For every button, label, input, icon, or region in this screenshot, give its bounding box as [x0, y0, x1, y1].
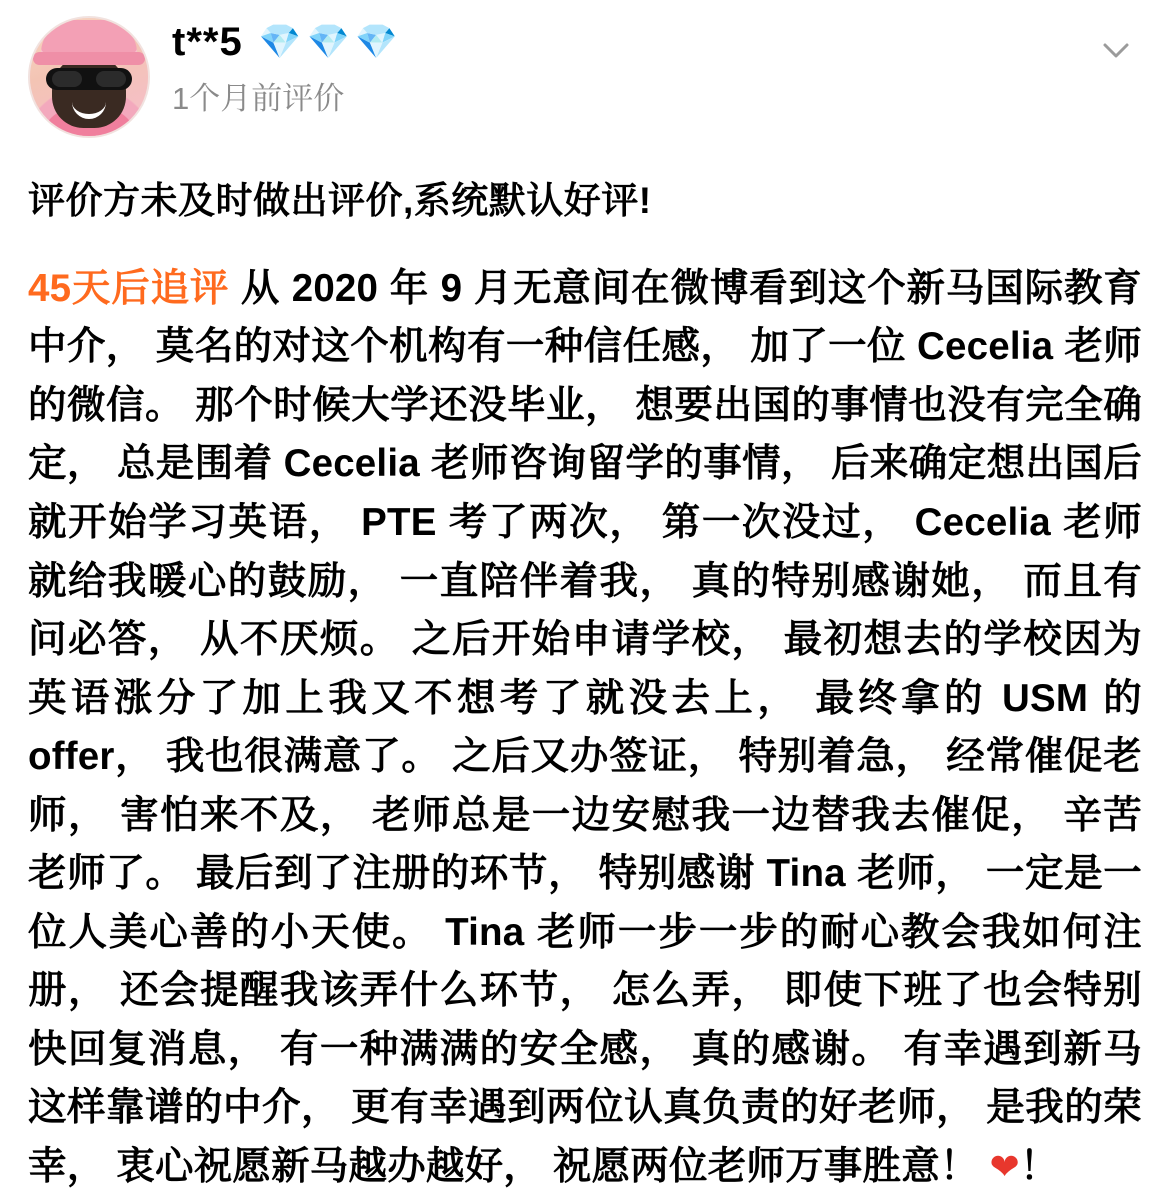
avatar-sunglasses-icon — [46, 68, 132, 90]
review-header — [28, 10, 1142, 138]
diamond-icon: 💎 — [355, 23, 398, 61]
append-review-body: 从 2020 年 9 月无意间在微博看到这个新马国际教育中介， 莫名的对这个机构有一种信任感， 加了一位 Cecelia 老师的微信。 那个时候大学还没毕业， 想要出国的事情也没有完全确定， 总是围着 Cecelia 老师咨询留学的事情， 后来确定想出国后就开始学习英语， PTE 考了两次， 第一次没过， Cecelia 老师就给我暖心的鼓励， 一直陪伴着我， 真的特别感谢她， 而且有问必答， 从不厌烦。 之后开始申请学校， 最初想去的学校因为英语涨分了加上我又不想考了就没去上， 最终拿的 USM 的 offer， 我也很满意了。 之后又办签证， 特别着急， 经常催促老师， 害怕来不及， 老师总是一边安慰我一边替我去催促， 辛苦老师了。 最后到了注册的环节， 特别感谢 Tina 老师， 一定是一位人美心善的小天使。 Tina 老师一步一步的耐心教会我如何注册， 还会提醒我该弄什么环节， 怎么弄， 即使下班了也会特别快回复消息， 有一种满满的安全感， 真的感谢。 有幸遇到新马这样靠谱的中介， 更有幸遇到两位认真负责的好老师， 是我的荣幸， 衷心祝愿新马越办越好， 祝愿两位老师万事胜意！ — [28, 266, 1142, 1188]
append-review-tag: 45天后追评 — [28, 266, 230, 310]
avatar[interactable] — [28, 16, 150, 138]
review-timestamp: 1个月前评价 — [172, 81, 345, 116]
chevron-down-icon[interactable] — [1096, 30, 1136, 70]
header-text — [172, 16, 1142, 117]
review-initial-text: 评价方未及时做出评价,系统默认好评! — [28, 180, 652, 221]
badge-group — [259, 25, 398, 59]
avatar-hat — [41, 20, 137, 60]
diamond-icon: 💎 — [307, 23, 350, 61]
append-review-tail: ！ — [1019, 1144, 1059, 1188]
diamond-icon: 💎 — [258, 23, 302, 61]
username: t**5 — [172, 20, 243, 64]
review-append-text — [28, 260, 1142, 1196]
name-row — [172, 20, 1142, 64]
heart-icon: ❤ — [989, 1145, 1020, 1187]
